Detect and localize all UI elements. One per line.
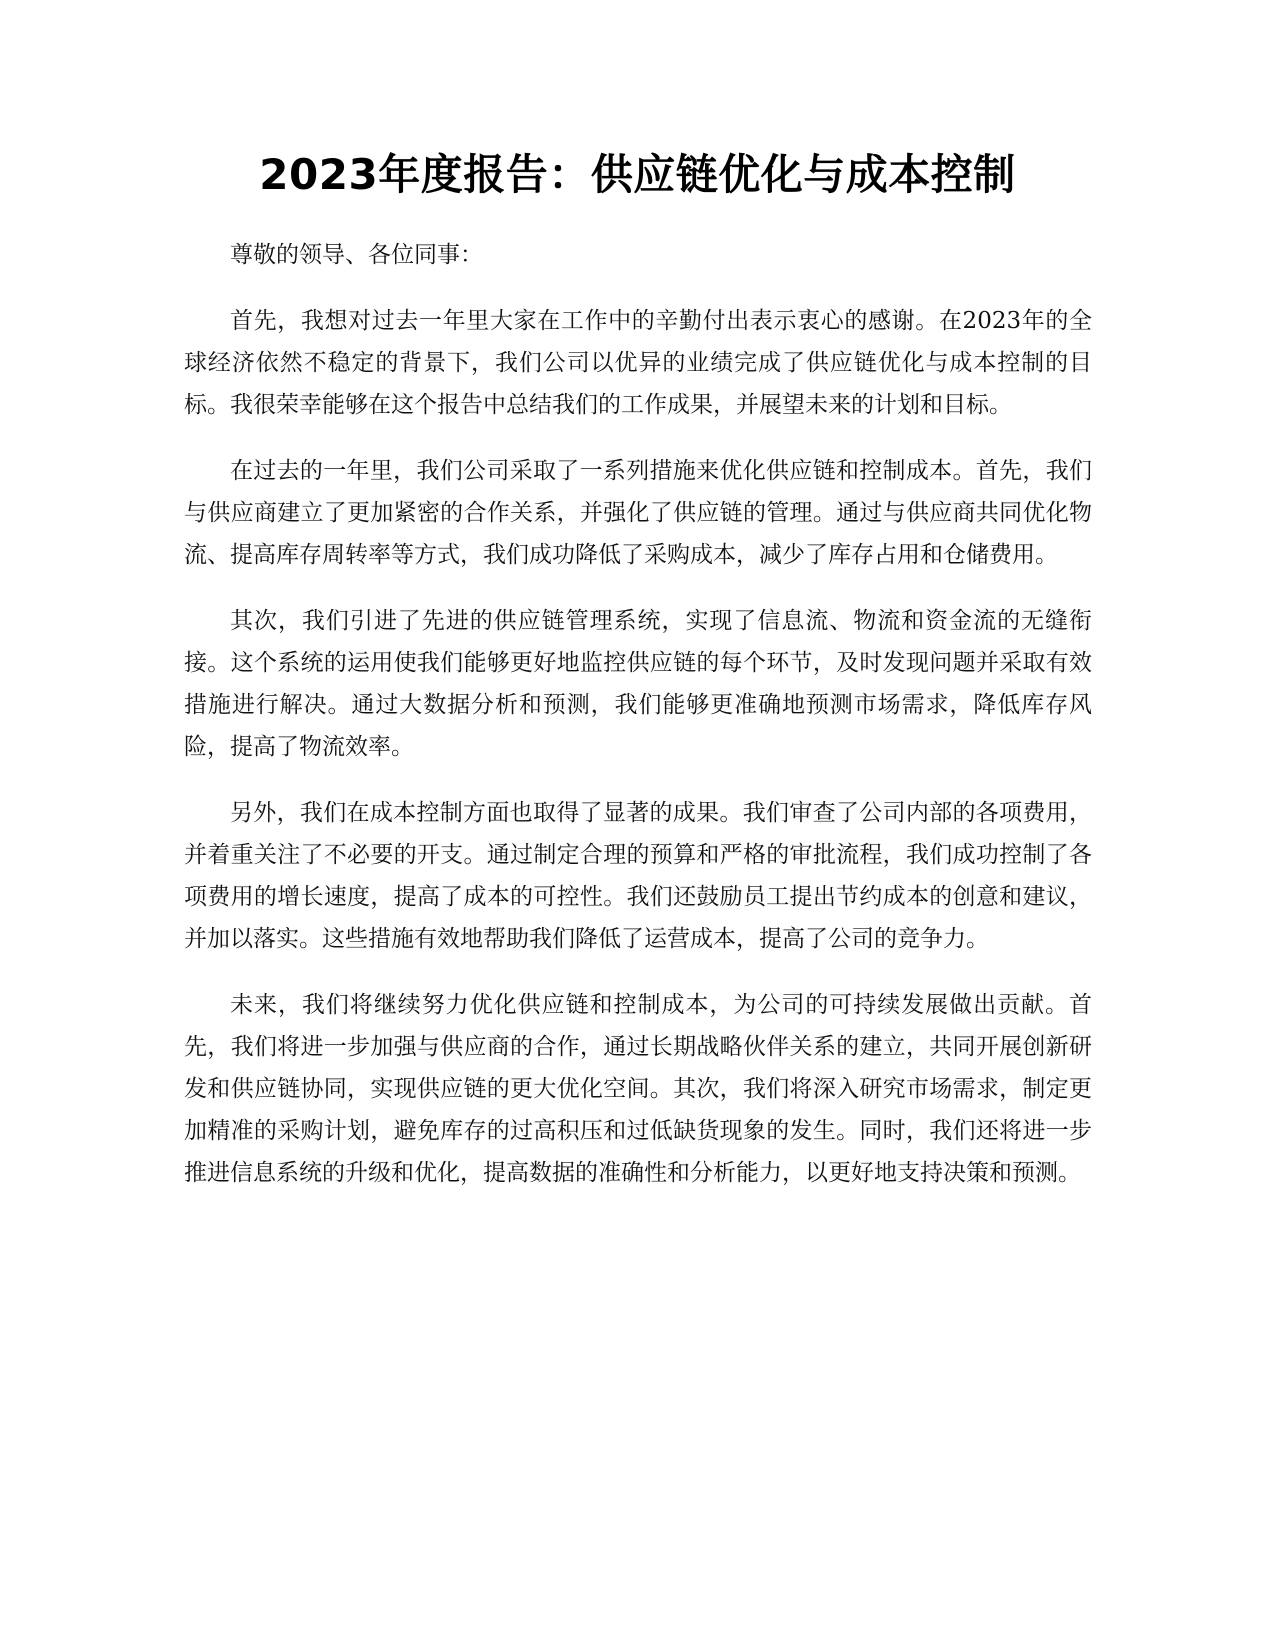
document-body <box>184 234 1092 1218</box>
system-introduction-paragraph: 其次，我们引进了先进的供应链管理系统，实现了信息流、物流和资金流的无缝衔接。这个系统的运用使我们能够更好地监控供应链的每个环节，及时发现问题并采取有效措施进行解决。通过大数据分析和预测，我们能够更准确地预测市场需求，降低库存风险，提高了物流效率。 <box>184 608 1092 760</box>
document-title: 2023年度报告：供应链优化与成本控制 <box>259 150 1016 199</box>
future-plan-paragraph: 未来，我们将继续努力优化供应链和控制成本，为公司的可持续发展做出贡献。首先，我们将进一步加强与供应商的合作，通过长期战略伙伴关系的建立，共同开展创新研发和供应链协同，实现供应链的更大优化空间。其次，我们将深入研究市场需求，制定更加精准的采购计划，避免库存的过高积压和过低缺货现象的发生。同时，我们还将进一步推进信息系统的升级和优化，提高数据的准确性和分析能力，以更好地支持决策和预测。 <box>184 992 1092 1186</box>
salutation-paragraph: 尊敬的领导、各位同事： <box>230 242 483 268</box>
intro-paragraph: 首先，我想对过去一年里大家在工作中的辛勤付出表示衷心的感谢。在2023年的全球经济依然不稳定的背景下，我们公司以优异的业绩完成了供应链优化与成本控制的目标。我很荣幸能够在这个报告中总结我们的工作成果，并展望未来的计划和目标。 <box>184 308 1092 418</box>
supplier-cooperation-paragraph: 在过去的一年里，我们公司采取了一系列措施来优化供应链和控制成本。首先，我们与供应商建立了更加紧密的合作关系，并强化了供应链的管理。通过与供应商共同优化物流、提高库存周转率等方式，我们成功降低了采购成本，减少了库存占用和仓储费用。 <box>184 458 1092 568</box>
cost-control-paragraph: 另外，我们在成本控制方面也取得了显著的成果。我们审查了公司内部的各项费用，并着重关注了不必要的开支。通过制定合理的预算和严格的审批流程，我们成功控制了各项费用的增长速度，提高了成本的可控性。我们还鼓励员工提出节约成本的创意和建议，并加以落实。这些措施有效地帮助我们降低了运营成本，提高了公司的竞争力。 <box>184 800 1092 952</box>
